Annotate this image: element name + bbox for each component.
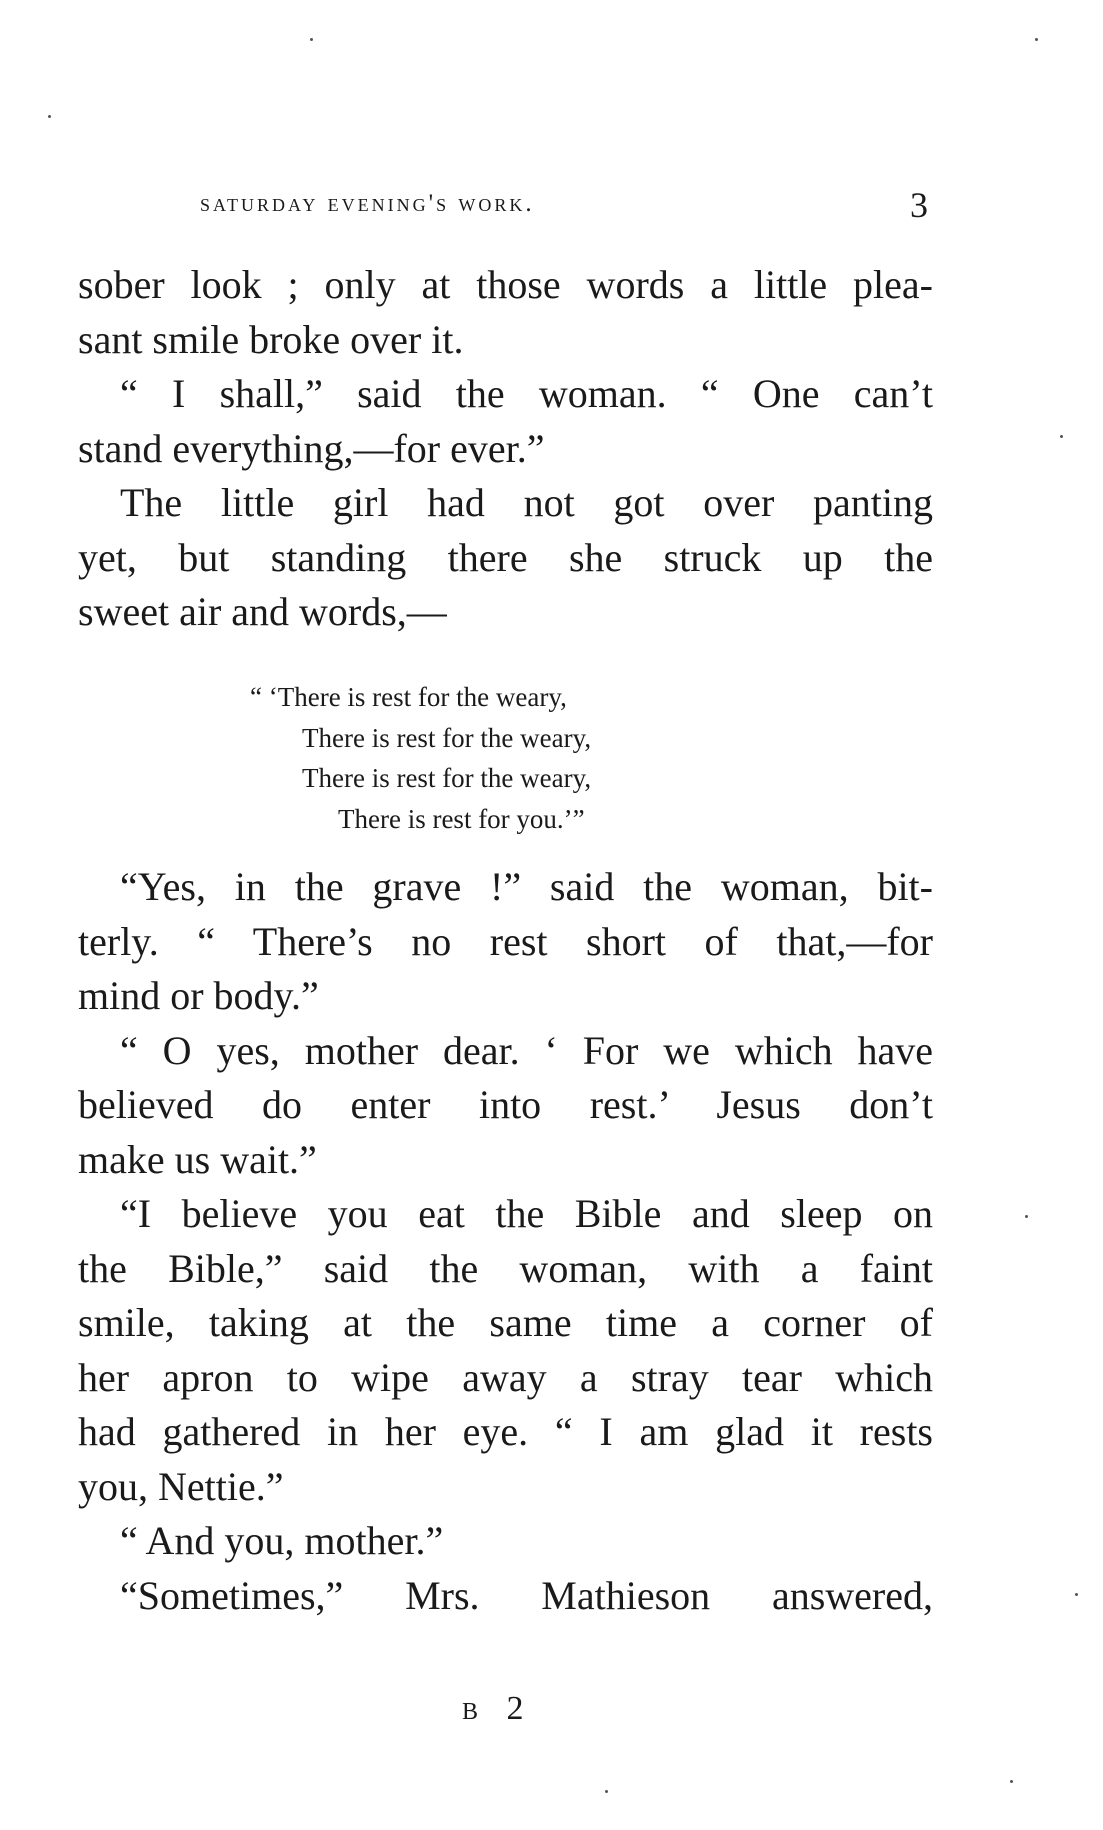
running-head-title: saturday evening's work.	[200, 190, 535, 217]
text-line: sweet air and words,—	[78, 589, 447, 634]
body-text-bottom	[78, 860, 933, 1623]
text-line: “ I shall,” said the woman. “ One can’t	[120, 371, 933, 416]
text-line: terly. “ There’s no rest short of that,—for	[78, 918, 933, 964]
hymn-verse	[250, 677, 730, 839]
text-line: The little girl had not got over panting	[120, 480, 933, 525]
paper-speck	[1035, 38, 1038, 41]
verse-line: There is rest for you.’”	[338, 803, 585, 834]
text-line: the Bible,” said the woman, with a faint	[78, 1245, 933, 1291]
text-line: “ O yes, mother dear. ‘ For we which have	[120, 1027, 933, 1073]
text-line: “ And you, mother.”	[120, 1518, 444, 1563]
text-line: stand everything,—for ever.”	[78, 425, 545, 471]
text-line: “Sometimes,” Mrs. Mathieson answered,	[120, 1572, 933, 1618]
text-line: mind or body.”	[78, 973, 319, 1018]
text-line: believed do enter into rest.’ Jesus don’t	[78, 1082, 933, 1127]
signature-mark	[462, 1690, 534, 1728]
text-line: sant smile broke over it.	[78, 316, 464, 362]
verse-line: There is rest for the weary,	[302, 722, 592, 753]
paper-speck	[310, 38, 313, 41]
paper-speck	[605, 1790, 608, 1793]
text-line: you, Nettie.”	[78, 1463, 284, 1509]
text-line: smile, taking at the same time a corner of	[78, 1300, 933, 1345]
paper-speck	[1025, 1215, 1028, 1218]
verse-line: “ ‘There is rest for the weary,	[250, 682, 567, 712]
text-line: “I believe you eat the Bible and sleep on	[120, 1191, 933, 1236]
page-number: 3	[910, 185, 928, 225]
text-line: “Yes, in the grave !” said the woman, bit-	[120, 864, 933, 909]
verse-line: There is rest for the weary,	[302, 763, 592, 793]
paper-speck	[1075, 1593, 1078, 1596]
text-line: yet, but standing there she struck up the	[78, 534, 933, 580]
paper-speck	[1060, 435, 1063, 438]
signature-number: 2	[506, 1690, 534, 1727]
paper-speck	[1010, 1780, 1013, 1783]
text-line: sober look ; only at those words a little plea-	[78, 262, 933, 307]
signature-letter: B	[462, 1699, 489, 1725]
text-line: her apron to wipe away a stray tear which	[78, 1354, 933, 1400]
paper-speck	[48, 115, 51, 118]
running-head	[200, 186, 928, 226]
text-line: make us wait.”	[78, 1136, 317, 1182]
body-text-top	[78, 258, 933, 640]
text-line: had gathered in her eye. “ I am glad it rests	[78, 1409, 933, 1454]
